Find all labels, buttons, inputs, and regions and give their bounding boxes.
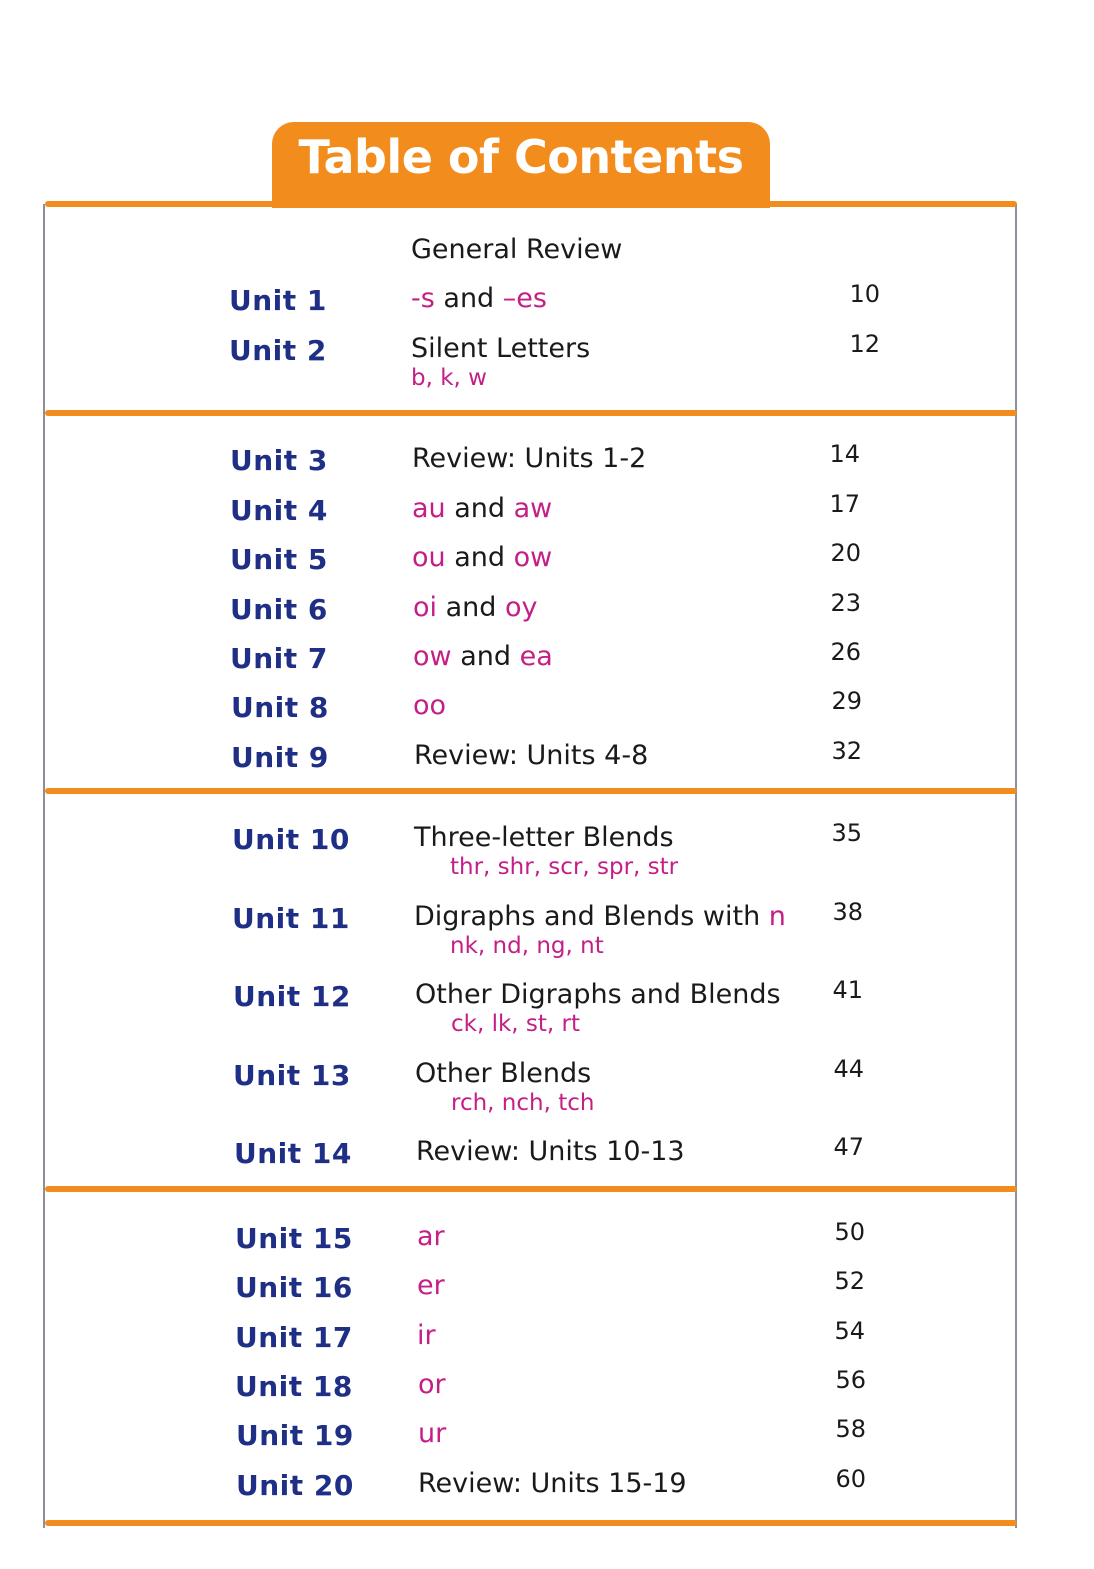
topic-phonics-part: n xyxy=(768,901,786,932)
topic-text-part: and xyxy=(437,592,505,623)
page-number: 35 xyxy=(831,819,862,847)
unit-label: Unit 11 xyxy=(232,902,350,935)
topic-text-part: and xyxy=(445,542,514,573)
topic-phonics-part: -s xyxy=(411,283,435,314)
unit-subtopic: nk, nd, ng, nt xyxy=(450,933,604,959)
page-number: 44 xyxy=(833,1055,864,1083)
page-number: 26 xyxy=(830,638,861,666)
page-title: Table of Contents xyxy=(298,130,744,184)
unit-topic xyxy=(413,592,538,623)
unit-topic xyxy=(414,740,648,771)
section-divider xyxy=(45,1186,1017,1192)
page-number: 47 xyxy=(833,1133,864,1161)
topic-text-part: Digraphs and Blends with xyxy=(414,901,769,932)
unit-topic xyxy=(413,690,446,721)
unit-topic xyxy=(414,822,674,853)
unit-label: Unit 9 xyxy=(231,741,329,774)
unit-label: Unit 5 xyxy=(230,543,328,576)
unit-label: Unit 7 xyxy=(230,642,328,675)
topic-text-part: Review: Units 15-19 xyxy=(418,1468,687,1499)
page-number: 38 xyxy=(832,898,863,926)
page-number: 12 xyxy=(849,330,880,358)
topic-text-part: and xyxy=(451,641,520,672)
topic-text-part: Other Digraphs and Blends xyxy=(415,979,781,1010)
topic-text-part: Review: Units 4-8 xyxy=(414,740,649,771)
unit-label: Unit 4 xyxy=(230,494,328,527)
unit-subtopic: ck, lk, st, rt xyxy=(451,1011,581,1037)
topic-text-part: and xyxy=(434,283,503,314)
unit-topic xyxy=(418,1468,687,1499)
unit-topic xyxy=(416,1136,685,1167)
page-number: 17 xyxy=(829,490,860,518)
unit-topic xyxy=(417,1221,445,1252)
page-number: 41 xyxy=(832,976,863,1004)
topic-text-part: Three-letter Blends xyxy=(414,822,674,853)
unit-label: Unit 10 xyxy=(232,823,350,856)
topic-phonics-part: ea xyxy=(519,641,553,672)
section-divider xyxy=(45,788,1017,794)
page-number: 29 xyxy=(831,687,862,715)
page-number: 14 xyxy=(829,440,860,468)
topic-text-part: Silent Letters xyxy=(411,333,591,364)
unit-label: Unit 16 xyxy=(235,1271,353,1304)
unit-topic xyxy=(418,1418,446,1449)
section-divider xyxy=(45,201,1017,207)
topic-phonics-part: oo xyxy=(413,690,447,721)
unit-label: Unit 19 xyxy=(236,1419,354,1452)
topic-phonics-part: ar xyxy=(417,1221,445,1252)
page-number: 56 xyxy=(835,1366,866,1394)
unit-topic xyxy=(418,1369,446,1400)
topic-phonics-part: or xyxy=(418,1369,446,1400)
unit-label: Unit 2 xyxy=(229,334,327,367)
unit-label: Unit 1 xyxy=(229,284,327,317)
unit-topic xyxy=(412,443,646,474)
unit-label: Unit 18 xyxy=(235,1370,353,1403)
page-number: 50 xyxy=(834,1218,865,1246)
unit-subtopic: rch, nch, tch xyxy=(451,1090,595,1116)
page-number: 23 xyxy=(830,589,861,617)
page-number: 10 xyxy=(849,280,880,308)
topic-phonics-part: ur xyxy=(418,1418,447,1449)
unit-label: Unit 8 xyxy=(231,691,329,724)
unit-label: Unit 20 xyxy=(236,1469,354,1502)
page-number: 52 xyxy=(834,1267,865,1295)
topic-text-part: and xyxy=(445,493,514,524)
unit-topic xyxy=(412,493,552,524)
unit-label: Unit 14 xyxy=(234,1137,352,1170)
topic-phonics-part: au xyxy=(412,493,446,524)
unit-label: Unit 3 xyxy=(230,444,328,477)
unit-subtopic: b, k, w xyxy=(411,365,487,391)
unit-topic xyxy=(411,333,590,364)
topic-phonics-part: er xyxy=(417,1270,445,1301)
unit-topic xyxy=(417,1320,436,1351)
unit-topic xyxy=(411,283,547,314)
topic-phonics-part: aw xyxy=(513,493,553,524)
unit-label: Unit 15 xyxy=(235,1222,353,1255)
topic-phonics-part: oi xyxy=(413,592,438,623)
general-review-heading: General Review xyxy=(411,234,623,265)
topic-phonics-part: ow xyxy=(413,641,452,672)
unit-subtopic: thr, shr, scr, spr, str xyxy=(450,854,679,880)
page-number: 20 xyxy=(830,539,861,567)
topic-phonics-part: ir xyxy=(417,1320,436,1351)
page-number: 54 xyxy=(834,1317,865,1345)
unit-label: Unit 6 xyxy=(230,593,328,626)
topic-phonics-part: oy xyxy=(505,592,538,623)
page-number: 32 xyxy=(831,737,862,765)
unit-topic xyxy=(413,641,553,672)
topic-phonics-part: ow xyxy=(513,542,553,573)
topic-text-part: Review: Units 10-13 xyxy=(416,1136,685,1167)
section-divider xyxy=(45,410,1017,416)
page-number: 60 xyxy=(835,1465,866,1493)
unit-topic xyxy=(415,979,781,1010)
page-number: 58 xyxy=(835,1415,866,1443)
unit-topic xyxy=(412,542,552,573)
unit-label: Unit 13 xyxy=(233,1059,351,1092)
topic-text-part: Review: Units 1-2 xyxy=(412,443,647,474)
unit-label: Unit 12 xyxy=(233,980,351,1013)
topic-phonics-part: –es xyxy=(502,283,547,314)
unit-topic xyxy=(415,1058,591,1089)
unit-topic xyxy=(417,1270,445,1301)
unit-label: Unit 17 xyxy=(235,1321,353,1354)
topic-phonics-part: ou xyxy=(412,542,446,573)
topic-text-part: Other Blends xyxy=(415,1058,592,1089)
section-divider xyxy=(45,1520,1017,1526)
unit-topic xyxy=(414,901,786,932)
